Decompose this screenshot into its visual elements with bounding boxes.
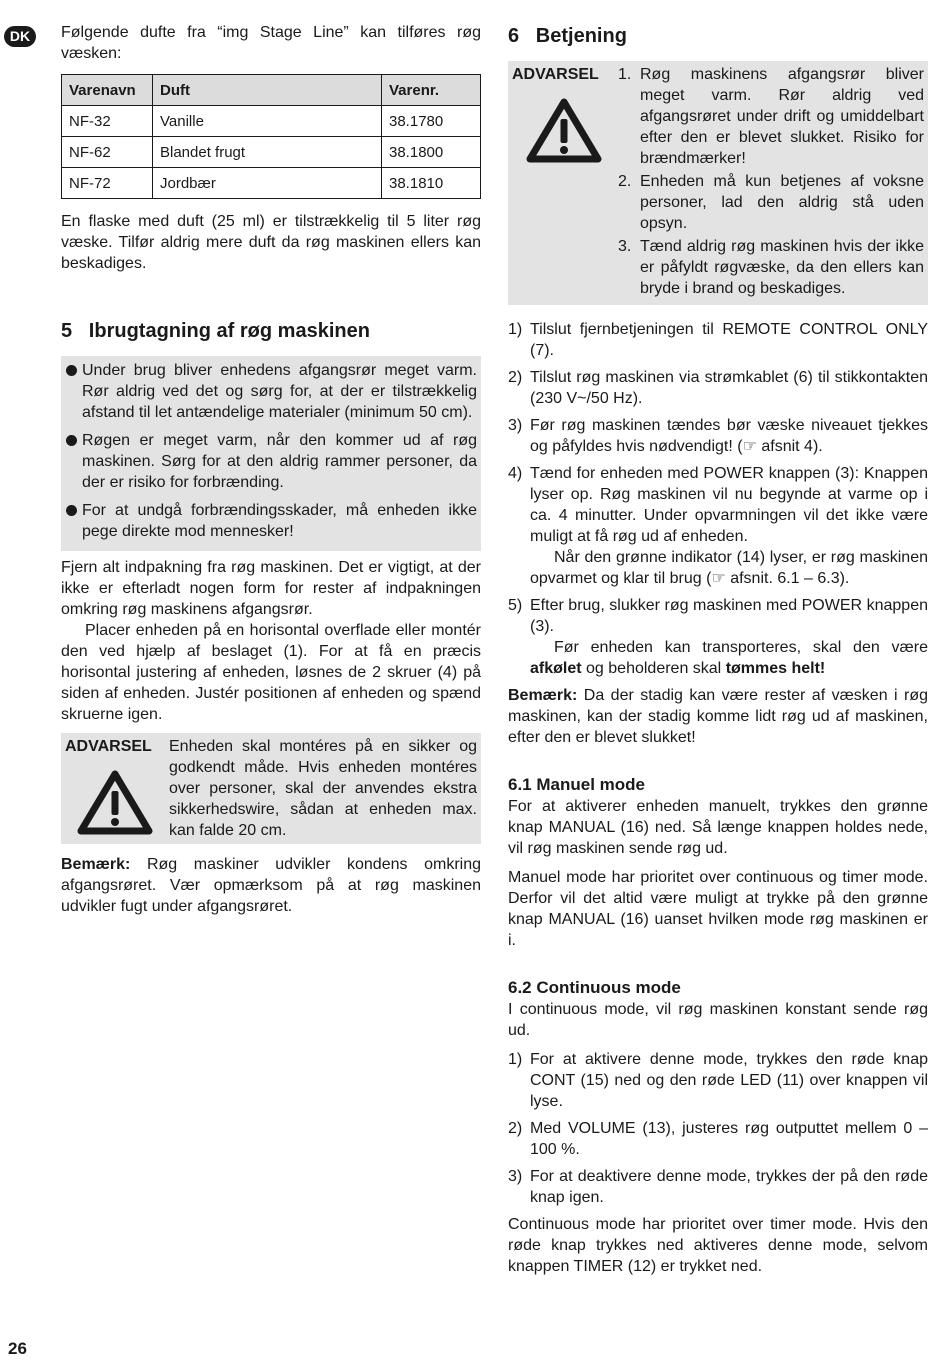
step-text: Med VOLUME (13), justeres røg outputtet mellem 0 – 100 %.: [530, 1120, 928, 1158]
list-item: [508, 415, 928, 457]
step-text: For at deaktivere denne mode, trykkes der på den røde knap igen.: [530, 1168, 928, 1206]
warning-label: ADVARSEL: [65, 738, 152, 755]
table-cell: NF-72: [62, 168, 153, 199]
list-item: [65, 500, 477, 542]
left-column: [61, 22, 481, 925]
table-cell: 38.1810: [382, 168, 481, 199]
mounting-warning-box: [61, 733, 481, 844]
list-item: [65, 360, 477, 423]
warning-triangle-icon: [77, 769, 153, 835]
list-item: [508, 1049, 928, 1112]
table-cell: Vanille: [153, 106, 382, 137]
table-cell: 38.1800: [382, 137, 481, 168]
section-6-2-title: 6.2 Continuous mode: [508, 978, 681, 997]
note-text: Røg maskiner udvikler kondens omkring afgangsrøret. Vær opmærksom på at røg maskinen udvikler fugt under afgangsrøret.: [61, 856, 481, 915]
list-item: [616, 64, 924, 169]
safety-bullet-list: [61, 356, 481, 551]
item-number: 3.: [618, 238, 632, 255]
continuation-text: og beholderen skal: [581, 660, 726, 677]
section-6-title: 6 Betjening: [508, 25, 627, 47]
manual-mode-paragraph-1: For at aktiverer enheden manuelt, trykkes den grønne knap MANUAL (16) ned. Så længe knappen holdes nede, vil røg maskinen sende røg ud.: [508, 798, 928, 857]
step-number: 1): [508, 321, 523, 338]
table-cell: NF-62: [62, 137, 153, 168]
operation-warning-box: [508, 61, 928, 305]
step-text: For at aktivere denne mode, trykkes den røde knap CONT (15) ned og den røde LED (11) over knappen vil lyse.: [530, 1051, 928, 1110]
page-number: 26: [8, 1339, 27, 1358]
step-text: Efter brug, slukker røg maskinen med POWER knappen (3).: [530, 597, 928, 635]
scent-table: [61, 74, 481, 199]
list-item: [508, 595, 928, 679]
bullet-text: For at undgå forbrændingsskader, må enheden ikke pege direkte mod mennesker!: [82, 502, 477, 540]
step-number: 4): [508, 465, 523, 482]
bullet-icon: [66, 435, 77, 446]
step-text: Før røg maskinen tændes bør væske niveauet tjekkes og påfyldes hvis nødvendigt! (☞ afsnit 4).: [530, 417, 928, 455]
unpacking-paragraph: Fjern alt indpakning fra røg maskinen. Det er vigtigt, at der ikke er efterladt nogen form for rester af indpakningen omkring røg maskinens afgangsrør.: [61, 559, 481, 618]
emphasis-empty: tømmes helt!: [725, 660, 826, 677]
bullet-icon: [66, 505, 77, 516]
list-item: [616, 171, 924, 234]
list-item: [508, 463, 928, 589]
note-text: Da der stadig kan være rester af væsken i røg maskinen, kan der stadig komme lidt røg ud af maskinen, efter den er blevet slukket!: [508, 687, 928, 746]
table-header-row: [62, 75, 481, 106]
item-text: Røg maskinens afgangsrør bliver meget varm. Rør aldrig ved afgangsrøret under drift og umiddelbart efter den er blevet slukket. Risiko for brændmærker!: [640, 66, 924, 167]
continuation-text: Før enheden kan transporteres, skal den være: [554, 639, 928, 656]
continuous-mode-steps: [508, 1049, 928, 1208]
item-number: 1.: [618, 66, 632, 83]
section-5-title: 5 Ibrugtagning af røg maskinen: [61, 320, 370, 342]
language-badge: DK: [4, 26, 36, 47]
continuous-mode-intro: I continuous mode, vil røg maskinen konstant sende røg ud.: [508, 1001, 928, 1039]
step-number: 2): [508, 369, 523, 386]
step-number: 3): [508, 1168, 523, 1185]
table-cell: Jordbær: [153, 168, 382, 199]
continuous-mode-priority: Continuous mode har prioritet over timer mode. Hvis den røde knap trykkes ned aktiveres denne mode, selvom knappen TIMER (12) er trykket ned.: [508, 1216, 928, 1275]
list-item: [508, 1166, 928, 1208]
table-row: [62, 106, 481, 137]
step-continuation: Når den grønne indikator (14) lyser, er røg maskinen opvarmet og klar til brug (☞ afsnit. 6.1 – 6.3).: [530, 549, 928, 587]
warning-side: [65, 736, 169, 841]
mounting-paragraph: Placer enheden på en horisontal overflade eller montér den ved hjælp af beslaget (1). For at få en præcis horisontal justering af enheden, løsnes de 2 skruer (4) på siden af enheden. Justér positionen af enheden og spænd skruerne igen.: [61, 622, 481, 723]
note-label: Bemærk:: [61, 856, 131, 873]
step-text: Tænd for enheden med POWER knappen (3): Knappen lyser op. Røg maskinen vil nu begynde at varme op i ca. 4 minutter. Under opvarmningen vil det ikke være muligt at få røg ud af enheden.: [530, 465, 928, 545]
note-label: Bemærk:: [508, 687, 578, 704]
warning-label: ADVARSEL: [512, 66, 599, 83]
column-header: Varenr.: [382, 75, 481, 106]
table-row: [62, 137, 481, 168]
list-item: [508, 367, 928, 409]
right-column: [508, 22, 928, 1285]
table-cell: NF-32: [62, 106, 153, 137]
item-number: 2.: [618, 173, 632, 190]
operation-steps-list: [508, 319, 928, 679]
table-cell: 38.1780: [382, 106, 481, 137]
residue-note: [508, 685, 928, 748]
item-text: Enheden må kun betjenes af voksne personer, lad den aldrig stå uden opsyn.: [640, 173, 924, 232]
step-number: 1): [508, 1051, 523, 1068]
step-number: 3): [508, 417, 523, 434]
table-row: [62, 168, 481, 199]
bullet-text: Røgen er meget varm, når den kommer ud af røg maskinen. Sørg for at den aldrig rammer personer, da der er risiko for forbrænding.: [82, 432, 477, 491]
step-number: 2): [508, 1120, 523, 1137]
column-header: Varenavn: [62, 75, 153, 106]
warning-triangle-icon: [526, 97, 602, 163]
scent-dosage-text: En flaske med duft (25 ml) er tilstrækkelig til 5 liter røg væske. Tilfør aldrig mere duft da røg maskinen ellers kan beskadiges.: [61, 213, 481, 272]
list-item: [65, 430, 477, 493]
list-item: [508, 1118, 928, 1160]
bullet-text: Under brug bliver enhedens afgangsrør meget varm. Rør aldrig ved det og sørg for, at der er tilstrækkelig afstand til let antændelige materialer (minimum 50 cm).: [82, 362, 477, 421]
warning-side: [512, 64, 616, 301]
table-cell: Blandet frugt: [153, 137, 382, 168]
emphasis-cooled: afkølet: [530, 660, 582, 677]
condensation-note: [61, 854, 481, 917]
step-text: Tilslut røg maskinen via strømkablet (6) til stikkontakten (230 V~/50 Hz).: [530, 369, 928, 407]
bullet-icon: [66, 365, 77, 376]
step-text: Tilslut fjernbetjeningen til REMOTE CONTROL ONLY (7).: [530, 321, 928, 359]
manual-mode-paragraph-2: Manuel mode har prioritet over continuous og timer mode. Derfor vil det altid være muligt at trykke på den grønne knap MANUAL (16) uanset hvilken mode røg maskinen er i.: [508, 869, 928, 949]
section-6-1-title: 6.1 Manuel mode: [508, 775, 645, 794]
list-item: [508, 319, 928, 361]
warning-list: [616, 64, 924, 301]
warning-text: Enheden skal montéres på en sikker og godkendt måde. Hvis enheden montéres over personer, skal der anvendes ekstra sikkerhedswire, sådan at enheden max. kan falde 20 cm.: [169, 738, 477, 839]
step-continuation: [530, 637, 928, 679]
list-item: [616, 236, 924, 299]
column-header: Duft: [153, 75, 382, 106]
item-text: Tænd aldrig røg maskinen hvis der ikke er påfyldt røgvæske, da den ellers kan bryde i brand og beskadiges.: [640, 238, 924, 297]
step-number: 5): [508, 597, 523, 614]
intro-text: Følgende dufte fra “img Stage Line” kan tilføres røg væsken:: [61, 24, 481, 62]
